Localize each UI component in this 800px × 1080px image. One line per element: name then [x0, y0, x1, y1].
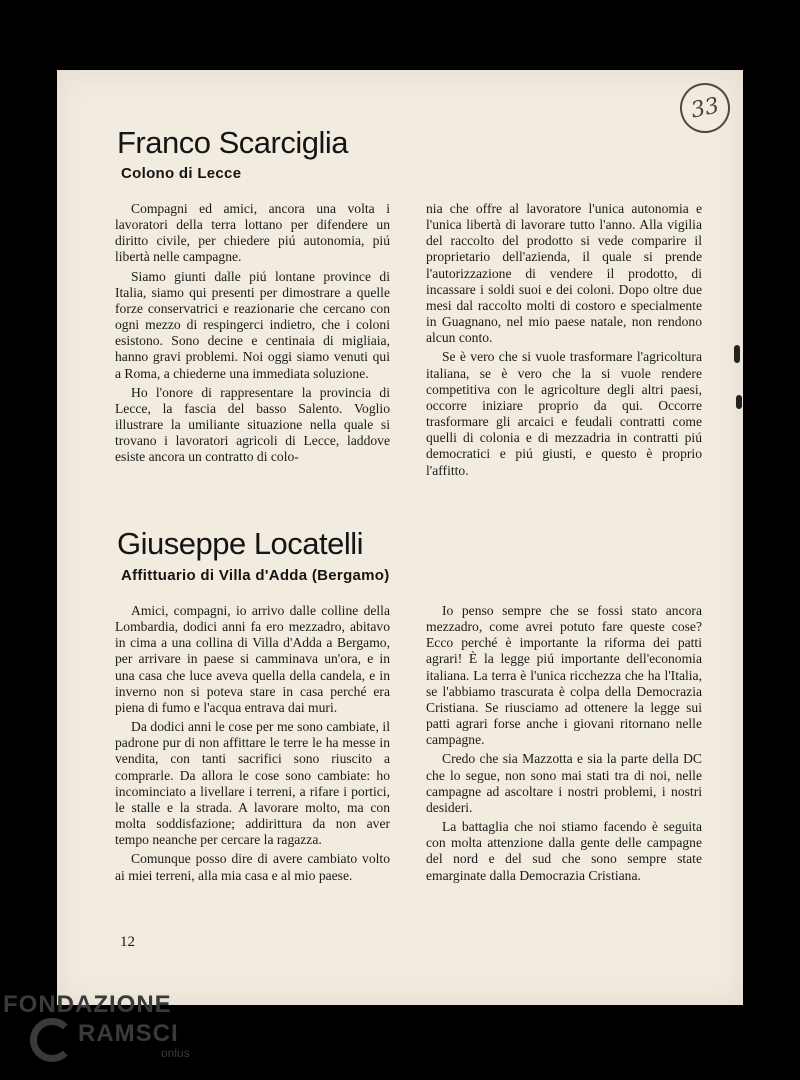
paragraph: Compagni ed amici, ancora una volta i lavoratori della terra lottano per difendere un diritto civile, per chiedere piú autonomia, piú libertà nelle campagne.: [115, 201, 390, 265]
watermark-logo-line2: RAMSCI: [78, 1020, 179, 1047]
section-1-left-column: [115, 201, 390, 469]
paragraph: Da dodici anni le cose per me sono cambiate, il padrone pur di non affittare le terre le ha messe in vendita, con tanti sacrifici sono riuscito a comprarle. Da allora le cose sono cambiate: ho incominciato a livellare i terreni, a rifare i portici, le stalle e la strada. A lavorare molto, ma con molta soddisfazione; addirittura da non aver tempo neanche per cercare la ragazza.: [115, 719, 390, 848]
paragraph: nia che offre al lavoratore l'unica autonomia e l'unica libertà di lavorare tutto l'anno. Alla vigilia del raccolto del prodotto si vede comparire il proprietario dell'azienda, il quale si prende l'autorizzazione di vendere il prodotto, di incassare i soldi suoi e dei coloni. Dopo oltre due mesi dal raccolto molti di costoro e specialmente in Guagnano, nel mio paese natale, non rendono alcun conto.: [426, 201, 702, 346]
page-number: 12: [120, 934, 135, 950]
section-1-title: Franco Scarciglia: [117, 125, 348, 160]
document-page: [57, 70, 743, 1005]
paragraph: Comunque posso dire di avere cambiato volto ai miei terreni, alla mia casa e al mio paese.: [115, 851, 390, 883]
paragraph: Siamo giunti dalle piú lontane province di Italia, siamo qui presenti per dimostrare a quelle forze conservatrici e reazionarie che cercano con ogni mezzo di respingerci indietro, che i coloni esistono. Sono decine e centinaia di migliaia, hanno gravi problemi. Noi oggi siamo venuti qui a Roma, a chiederne una immediata soluzione.: [115, 268, 390, 381]
section-2-left-column: [115, 603, 390, 887]
archive-number: 33: [688, 92, 722, 124]
paragraph: Credo che sia Mazzotta e sia la parte della DC che lo segue, non sono mai stati tra di noi, nelle campagne ad ascoltare i nostri problemi, i nostri desideri.: [426, 751, 702, 815]
section-2-title: Giuseppe Locatelli: [117, 526, 364, 561]
paragraph: Se è vero che si vuole trasformare l'agricoltura italiana, se è vero che la si vuole rendere competitiva con le agricolture degli altri paesi, occorre iniziare proprio da qui. Occorre trasformare gli arcaici e feudali contratti come quelli di colonia e di mezzadria in contratti piú democratici e piú giusti, e questo è proprio l'affitto.: [426, 349, 702, 478]
watermark-logo-line1: FONDAZIONE: [3, 991, 172, 1018]
paragraph: Amici, compagni, io arrivo dalle colline della Lombardia, dodici anni fa ero mezzadro, abitavo in cima a una collina di Villa d'Adda a Bergamo, per arrivare in paese si camminava un'ora, e in una casa che luce aveva quella della candela, e in inverno non si poteva stare in casa perché era piena di fumo e l'acqua entrava dai muri.: [115, 603, 390, 715]
section-1-right-column: [426, 201, 702, 482]
watermark-onlus: onlus: [161, 1046, 190, 1060]
section-1-subtitle: Colono di Lecce: [121, 165, 242, 182]
paragraph: Io penso sempre che se fossi stato ancora mezzadro, come avrei potuto fare queste cose? Ecco perché è importante la riforma dei patti agrari! È la legge piú importante dell'economia italiana. La terra è l'unica ricchezza che ha l'Italia, se l'abbiamo trascurata è colpa della Democrazia Cristiana. Se riusciamo ad ottenere la legge sui patti agrari forse anche i giovani ritornano nelle campagne.: [426, 603, 702, 748]
edge-mark: [736, 395, 742, 409]
watermark-g-mark: [30, 1018, 74, 1062]
archive-number-stamp: [675, 78, 734, 137]
paragraph: La battaglia che noi stiamo facendo è seguita con molta attenzione dalla gente delle campagne del nord e del sud che sono sempre state emarginate dalla Democrazia Cristiana.: [426, 819, 702, 883]
section-2-right-column: [426, 603, 702, 887]
edge-mark: [734, 345, 740, 363]
section-2-subtitle: Affittuario di Villa d'Adda (Bergamo): [121, 567, 390, 584]
paragraph: Ho l'onore di rappresentare la provincia di Lecce, la fascia del basso Salento. Voglio illustrare la umiliante situazione nella quale si trovano i lavoratori agricoli di Lecce, laddove esiste ancora un contratto di colo-: [115, 384, 390, 465]
